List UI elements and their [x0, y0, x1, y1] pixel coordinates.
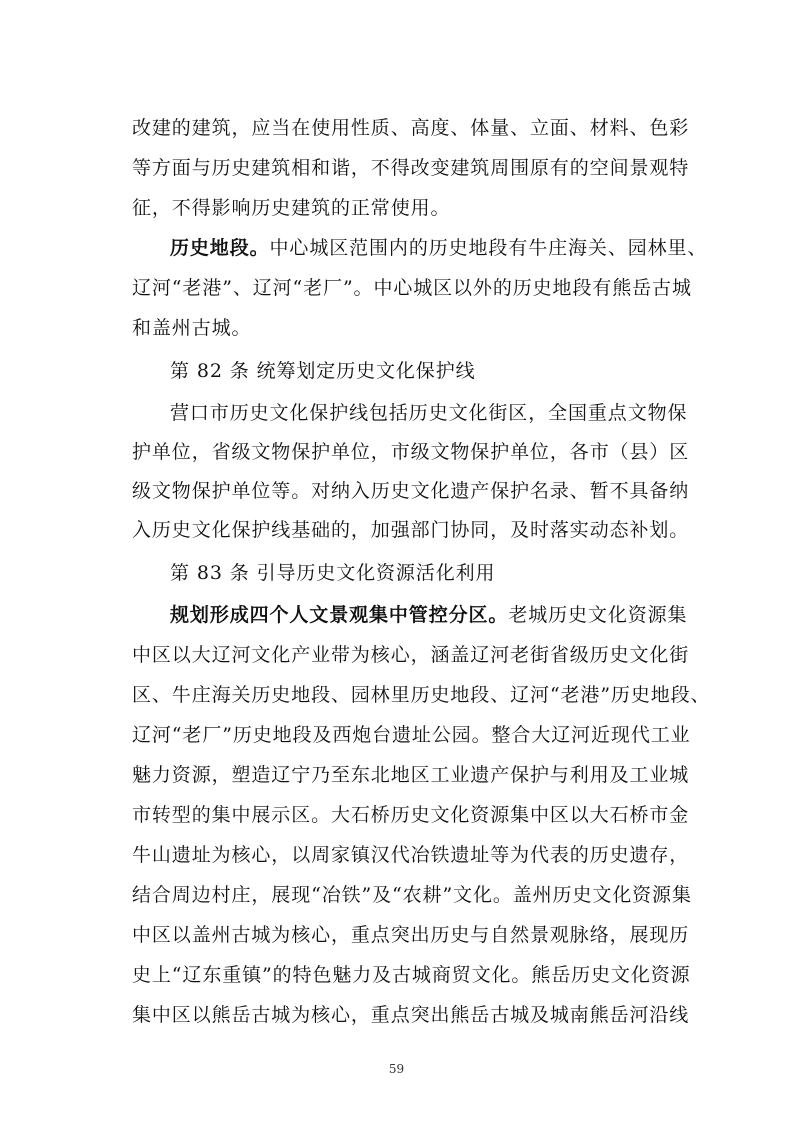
body-line: 和盖州古城。: [132, 317, 252, 339]
body-line: 牛山遗址为核心，以周家镇汉代冶铁遗址等为代表的历史遗存，: [132, 844, 690, 866]
paragraph-first-line: 历史地段。中心城区范围内的历史地段有牛庄海关、园林里、: [170, 237, 708, 259]
article-heading: 第 83 条 引导历史文化资源活化利用: [170, 562, 496, 584]
body-line: 辽河“老厂”历史地段及西炮台遗址公园。整合大辽河近现代工业: [132, 724, 691, 746]
body-line: 集中区以熊岳古城为核心，重点突出熊岳古城及城南熊岳河沿线: [132, 1004, 690, 1026]
body-line: 史上“辽东重镇”的特色魅力及古城商贸文化。熊岳历史文化资源: [132, 964, 691, 986]
body-line: 结合周边村庄，展现“冶铁”及“农耕”文化。盖州历史文化资源集: [132, 884, 692, 906]
body-line: 入历史文化保护线基础的，加强部门协同，及时落实动态补划。: [132, 519, 690, 541]
section-heading-bold: 历史地段。: [170, 237, 270, 259]
body-line: 级文物保护单位等。对纳入历史文化遗产保护名录、暂不具备纳: [132, 480, 690, 502]
body-line: 中区以盖州古城为核心，重点突出历史与自然景观脉络，展现历: [132, 924, 690, 946]
body-line: 辽河“老港”、辽河“老厂”。中心城区以外的历史地段有熊岳古城: [132, 277, 692, 299]
page-number: 59: [388, 1062, 405, 1076]
article-heading: 第 82 条 统筹划定历史文化保护线: [170, 360, 476, 382]
body-line: 征，不得影响历史建筑的正常使用。: [132, 197, 451, 219]
body-line: 市转型的集中展示区。大石桥历史文化资源集中区以大石桥市金: [132, 804, 690, 826]
body-line: 改建的建筑，应当在使用性质、高度、体量、立面、材料、色彩: [132, 117, 690, 139]
body-line: 护单位，省级文物保护单位，市级文物保护单位，各市（县）区: [132, 441, 690, 463]
paragraph-first-line: 规划形成四个人文景观集中管控分区。老城历史文化资源集: [170, 604, 688, 626]
body-line: 区、牛庄海关历史地段、园林里历史地段、辽河“老港”历史地段、: [132, 684, 711, 706]
paragraph-first-line: 营口市历史文化保护线包括历史文化街区，全国重点文物保: [170, 402, 688, 424]
body-line: 魅力资源，塑造辽宁乃至东北地区工业遗产保护与利用及工业城: [132, 764, 690, 786]
body-line: 中区以大辽河文化产业带为核心，涵盖辽河老街省级历史文化街: [132, 644, 690, 666]
body-line: 等方面与历史建筑相和谐，不得改变建筑周围原有的空间景观特: [132, 157, 690, 179]
section-heading-bold: 规划形成四个人文景观集中管控分区。: [170, 604, 509, 626]
